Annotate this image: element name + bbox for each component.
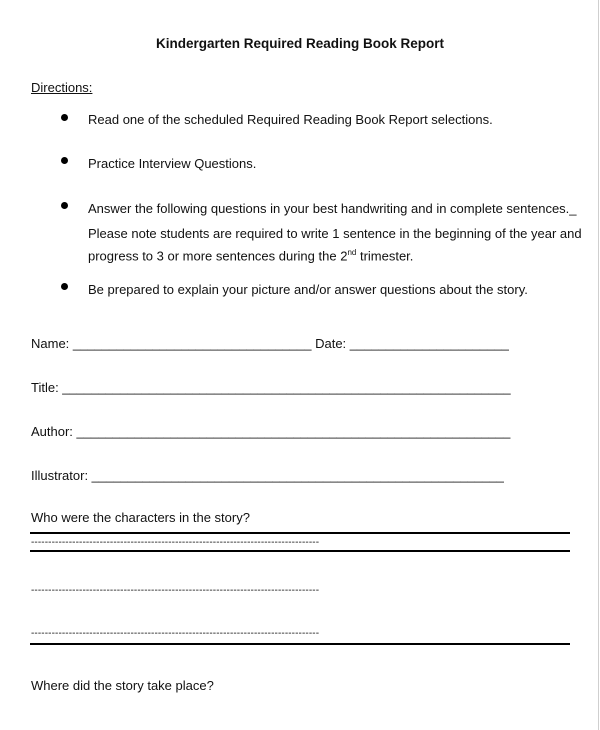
direction-item-practice: Practice Interview Questions.: [88, 156, 257, 171]
page-title: Kindergarten Required Reading Book Report: [155, 36, 445, 51]
bullet-dot: [61, 202, 68, 209]
dashed-guide-line: ------------------------------------------------------------------------------------: [31, 628, 320, 639]
note-text-post: trimester.: [356, 248, 414, 264]
question-setting: Where did the story take place?: [31, 678, 214, 693]
answer-rule: [30, 550, 570, 552]
name-date-field[interactable]: Name: _________________________________ Date: ______________________: [31, 336, 509, 351]
answer-rule: [30, 532, 570, 534]
directions-heading: Directions:: [31, 80, 93, 95]
note-text-pre: progress to 3 or more sentences during the 2: [88, 248, 348, 264]
author-field[interactable]: Author: ____________________________________________________________: [31, 424, 511, 439]
question-characters: Who were the characters in the story?: [31, 510, 250, 525]
title-field[interactable]: Title: ______________________________________________________________: [31, 380, 511, 395]
direction-note-line-1: Please note students are required to write 1 sentence in the beginning of the year and: [88, 226, 582, 241]
dashed-guide-line: ------------------------------------------------------------------------------------: [31, 585, 320, 596]
bullet-dot: [61, 157, 68, 164]
illustrator-field[interactable]: Illustrator: _________________________________________________________: [31, 468, 504, 483]
direction-note-line-2: [88, 248, 413, 263]
answer-rule: [30, 643, 570, 645]
bullet-dot: [61, 114, 68, 121]
dashed-guide-line: ------------------------------------------------------------------------------------: [31, 537, 320, 548]
bullet-dot: [61, 283, 68, 290]
note-superscript: nd: [347, 248, 357, 257]
direction-item-prepare: Be prepared to explain your picture and/or answer questions about the story.: [88, 282, 528, 297]
direction-item-answer: Answer the following questions in your best handwriting and in complete sentences._: [88, 201, 577, 216]
direction-item-read: Read one of the scheduled Required Reading Book Report selections.: [88, 112, 493, 127]
